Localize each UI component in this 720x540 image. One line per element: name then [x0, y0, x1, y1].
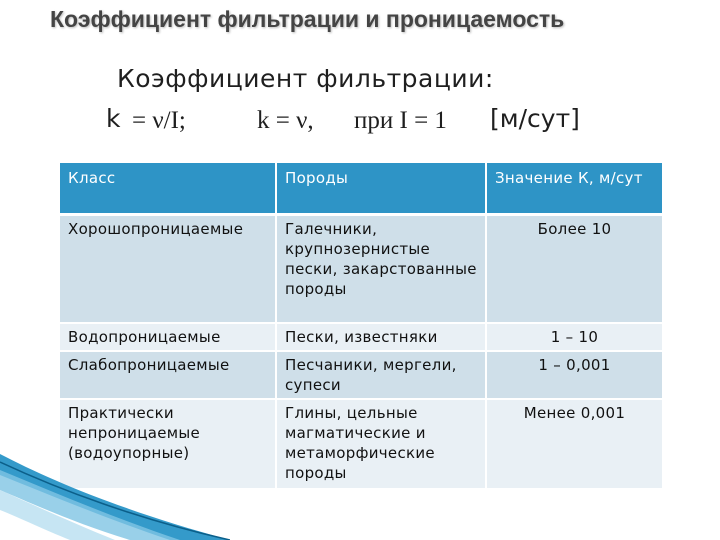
cell-class: Практически непроницаемые (водоупорные)	[60, 399, 276, 488]
cell-value: Более 10	[486, 215, 662, 324]
table-row	[60, 323, 662, 351]
table-row	[60, 215, 662, 324]
formula-equation-1: = ν/I;	[132, 107, 186, 134]
formula-equation-2: k = ν,	[257, 107, 314, 134]
header-value: Значение К, м/сут	[486, 163, 662, 215]
cell-class: Водопроницаемые	[60, 323, 276, 351]
formula-subtitle: Коэффициент фильтрации:	[117, 64, 494, 93]
cell-rocks: Глины, цельные магматические и метаморфические породы	[276, 399, 486, 488]
table-header-row	[60, 163, 662, 215]
header-rocks: Породы	[276, 163, 486, 215]
table-row	[60, 351, 662, 399]
cell-value: 1 – 10	[486, 323, 662, 351]
decorative-swoosh	[0, 440, 230, 540]
cell-rocks: Песчаники, мергели, супеси	[276, 351, 486, 399]
slide-title: Коэффициент фильтрации и проницаемость	[50, 6, 565, 32]
cell-class: Слабопроницаемые	[60, 351, 276, 399]
formula-k-symbol: k	[106, 104, 121, 133]
cell-rocks: Галечники, крупнозернистые пески, закарстованные породы	[276, 215, 486, 324]
header-class: Класс	[60, 163, 276, 215]
cell-value: 1 – 0,001	[486, 351, 662, 399]
formula-condition: при I = 1	[354, 107, 447, 134]
formula-units: [м/сут]	[490, 104, 580, 133]
cell-class: Хорошопроницаемые	[60, 215, 276, 324]
formula-line	[0, 104, 720, 144]
cell-rocks: Пески, известняки	[276, 323, 486, 351]
cell-value: Менее 0,001	[486, 399, 662, 488]
